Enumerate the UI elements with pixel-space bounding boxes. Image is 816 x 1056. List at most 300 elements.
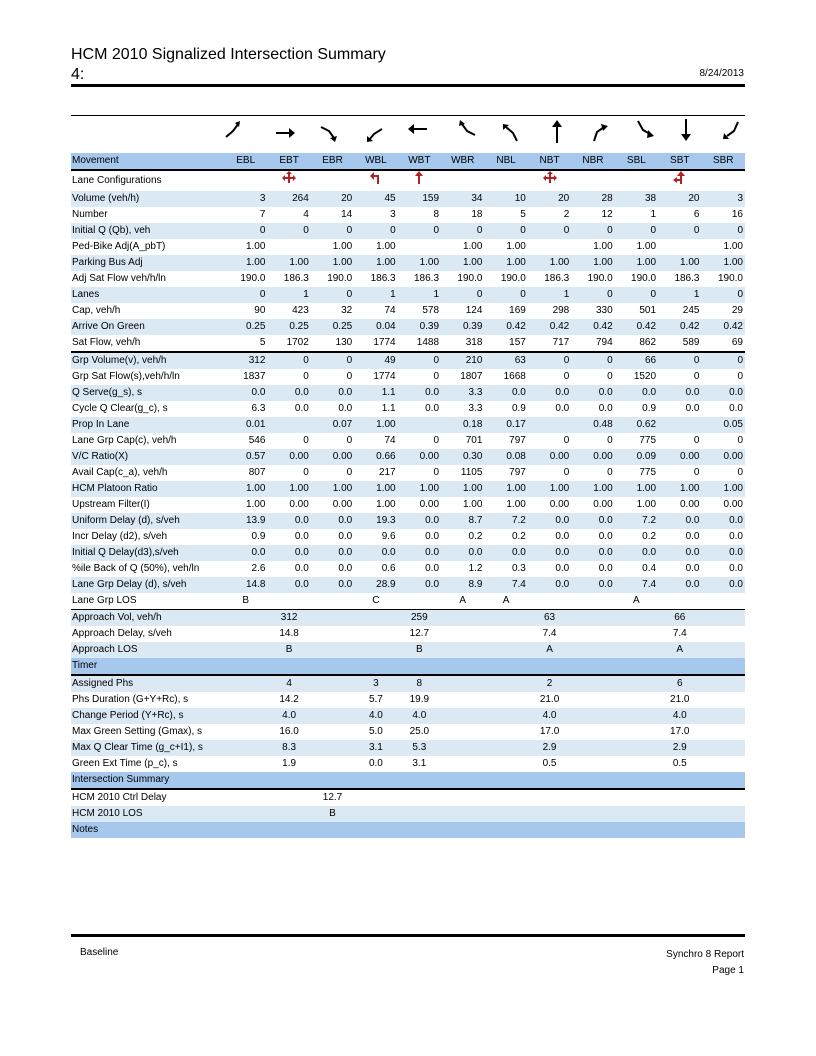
table-cell [224,708,267,724]
table-cell: 9.6 [381,531,396,542]
table-cell: 0 [398,352,441,369]
table-cell: 186.3 [674,273,700,284]
table-cell [701,642,745,658]
table-cell: 63 [528,610,571,627]
table-cell: 169 [509,305,526,316]
table-cell: 4.0 [528,708,571,724]
table-cell: 0 [346,435,353,446]
table-cell: 423 [292,305,309,316]
table-cell [484,610,527,627]
movement-arrows [71,117,745,151]
table-cell: 1.00 [354,481,397,497]
table-cell [701,610,745,627]
table-cell: 12 [601,209,613,220]
table-cell [701,806,745,822]
column-header: EBR [311,153,354,170]
table-cell: 318 [441,335,484,352]
table-cell: 0 [484,287,527,303]
table-cell: 0.66 [354,449,397,465]
table-cell: 2 [563,209,570,220]
table-cell: 0 [484,223,527,239]
table-cell: 0.0 [398,513,441,529]
table-cell: 1.00 [332,241,353,252]
table-cell: 2.6 [251,563,266,574]
table-cell: 1.00 [723,241,743,252]
table-cell: 0.3 [511,563,526,574]
table-cell: 794 [571,335,614,352]
table-cell: C [372,595,380,606]
table-cell [224,692,267,708]
table-cell: 45 [354,191,397,207]
table-cell: 0 [528,352,571,369]
table-row [71,385,745,401]
table-cell: 2.9 [658,740,701,756]
table-cell: 1.9 [282,758,297,769]
table-cell: 0 [354,223,397,239]
table-cell [484,756,527,772]
table-row [71,352,745,369]
table-cell: 775 [639,435,657,446]
table-cell: 0 [658,352,701,369]
table-cell [441,772,484,789]
table-cell: 0.5 [672,758,687,769]
table-cell: 0.0 [338,531,353,542]
table-cell: 0.0 [338,563,353,574]
table-cell: 1.1 [381,403,396,414]
table-cell: 3 [354,675,397,692]
table-row [71,497,745,513]
table-cell: 0 [224,223,267,239]
table-cell: 0.01 [224,417,267,433]
table-cell: 0.0 [685,531,700,542]
row-label: Lane Grp Delay (d), s/veh [71,577,224,593]
table-cell: B [398,642,441,658]
table-cell [267,593,310,610]
row-label: Initial Q Delay(d3),s/veh [71,545,224,561]
table-row [71,481,745,497]
lane-config-cell [441,170,484,191]
table-cell [311,675,354,692]
table-cell: 0.25 [311,319,354,335]
table-cell: 0.0 [701,513,745,529]
column-header: SBT [658,153,701,170]
table-cell: 32 [341,305,353,316]
table-cell: 0 [303,435,309,446]
table-cell: 2 [528,675,571,692]
table-cell [615,789,658,806]
table-cell: 1.00 [615,255,658,271]
table-cell [398,806,441,822]
footer-scenario: Baseline [80,947,119,958]
table-cell: 0.9 [251,531,266,542]
column-header: NBR [571,153,614,170]
row-label: Approach Vol, veh/h [71,610,224,627]
table-cell: 0.0 [555,403,570,414]
table-cell [658,417,701,433]
table-cell [658,822,701,838]
column-header: NBL [484,153,527,170]
table-cell: 1.00 [528,255,571,271]
table-cell [571,756,614,772]
row-label: Initial Q (Qb), veh [71,223,224,239]
row-label: Ped-Bike Adj(A_pbT) [72,241,166,252]
table-cell: 1520 [633,371,657,382]
table-cell: 0 [607,435,613,446]
row-label: HCM Platoon Ratio [71,481,224,497]
table-cell: 1837 [243,371,266,382]
lane-config-cell [311,170,354,191]
table-cell: 0.0 [615,385,658,401]
row-label: HCM 2010 LOS [71,806,224,822]
table-cell: 0 [441,287,484,303]
table-cell [484,658,527,675]
table-cell: 8.9 [441,577,484,593]
table-cell: 0.0 [224,385,267,401]
table-cell: 8.7 [441,513,484,529]
table-cell: 1.00 [462,241,483,252]
column-header: EBL [224,153,267,170]
table-cell: 63 [484,352,527,369]
table-cell [484,675,527,692]
table-cell: 3 [390,209,396,220]
summary-row [71,806,745,822]
table-row [71,287,745,303]
table-cell: 1.00 [267,481,310,497]
wbr-arrow-icon [455,117,477,145]
table-cell: 7.4 [542,628,557,639]
table-cell: 0.00 [528,449,571,465]
row-label: Arrive On Green [71,319,224,335]
approach-row [71,626,745,642]
table-cell [528,417,571,433]
lane-thru-icon [412,171,426,185]
table-cell: 1 [658,287,701,303]
row-label: Incr Delay (d2), s/veh [72,531,168,542]
table-cell [484,626,527,642]
table-cell [615,806,658,822]
table-cell: 6.3 [251,403,266,414]
table-cell: B [267,642,310,658]
table-cell: 0 [346,371,353,382]
lane-config-cell [615,170,658,191]
table-cell: 66 [658,610,701,627]
table-row [71,561,745,577]
table-cell: 0.2 [511,531,526,542]
table-cell [267,239,310,255]
table-cell [701,708,745,724]
table-cell: 0.0 [425,403,440,414]
table-cell [571,692,614,708]
thin-rule [71,115,745,116]
table-cell: 14.8 [279,628,299,639]
table-cell: 0.25 [267,319,310,335]
table-cell [701,658,745,675]
table-cell: 66 [615,352,658,369]
table-cell: 0 [433,371,440,382]
table-cell: 0 [267,223,310,239]
table-cell: 0 [615,223,658,239]
table-cell: 20 [311,191,354,207]
table-cell: 12.7 [409,628,430,639]
table-cell [484,806,527,822]
table-cell: 0.00 [398,449,441,465]
table-cell: 25.0 [409,726,430,737]
table-cell: 312 [224,352,267,369]
table-cell: 1.00 [658,255,701,271]
table-cell: 1.00 [571,481,614,497]
footer-report [666,947,744,979]
row-label: Volume (veh/h) [71,191,224,207]
table-cell: 190.0 [717,273,743,284]
table-cell [267,806,310,822]
table-cell: 0.00 [311,449,354,465]
table-cell: 5 [224,335,267,352]
table-cell [267,789,310,806]
table-cell: 4.0 [398,708,441,724]
table-cell: 0 [701,287,745,303]
table-cell [441,610,484,627]
column-header: WBR [441,153,484,170]
table-cell [441,756,484,772]
table-cell: 0.0 [571,385,614,401]
table-cell: 7.4 [484,577,527,593]
table-cell: 1105 [460,467,483,478]
table-cell [311,708,354,724]
table-cell: 7.4 [615,577,658,593]
table-cell: 0.0 [294,403,309,414]
table-cell: 0.00 [658,449,701,465]
table-cell [354,772,397,789]
table-cell: 0.39 [398,319,441,335]
lane-config-row [71,170,745,191]
table-cell: 20 [658,191,701,207]
table-cell: 190.0 [587,273,613,284]
table-cell [528,239,571,255]
table-cell: 0.0 [267,385,310,401]
table-cell [571,626,614,642]
table-cell: 0.0 [368,758,383,769]
table-cell [484,692,527,708]
table-cell: 1.00 [701,481,745,497]
table-cell: 190.0 [240,273,266,284]
lane-config-cell [224,170,267,191]
table-cell [441,822,484,838]
sbl-arrow-icon [634,117,656,145]
table-cell: 0 [563,371,570,382]
table-cell: 1.00 [311,481,354,497]
table-cell: 0.0 [338,403,353,414]
table-cell: 1.1 [354,385,397,401]
table-cell: 1.00 [701,255,745,271]
table-cell: 0.25 [224,319,267,335]
table-cell [224,610,267,627]
table-cell: 0 [701,223,745,239]
column-header: EBT [267,153,310,170]
table-cell: 1.00 [636,241,657,252]
table-cell [441,724,484,740]
table-cell: 0 [398,223,441,239]
row-label: Uniform Delay (d), s/veh [71,513,224,529]
column-header: NBT [528,153,571,170]
table-row [71,255,745,271]
table-cell: 12.7 [322,792,343,803]
table-cell: 0.0 [398,385,441,401]
row-label: Upstream Filter(I) [72,499,150,510]
table-cell: 1.00 [441,255,484,271]
table-cell [224,626,267,642]
table-cell [441,806,484,822]
table-cell [354,789,397,806]
table-cell [615,724,658,740]
table-cell: 0 [441,223,484,239]
table-cell [571,806,614,822]
table-cell [398,239,441,255]
table-cell: 159 [398,191,441,207]
table-cell: 0.05 [701,417,745,433]
table-cell [224,675,267,692]
table-cell [701,675,745,692]
table-cell: 1.00 [484,481,527,497]
table-cell [615,822,658,838]
table-cell [615,708,658,724]
table-cell [441,642,484,658]
table-cell: 0.0 [528,577,571,593]
row-label: Avail Cap(c_a), veh/h [72,467,168,478]
table-cell [571,642,614,658]
table-cell: 1 [398,287,441,303]
table-cell: 0.0 [528,385,571,401]
table-cell: 0.57 [224,449,267,465]
table-cell: 28.9 [354,577,397,593]
table-row [71,369,745,385]
table-cell: 1 [528,287,571,303]
table-cell: 0.18 [441,417,484,433]
table-cell [484,822,527,838]
table-cell [615,626,658,642]
table-cell: 0.6 [381,563,396,574]
table-cell: 0.00 [593,499,613,510]
table-cell [484,789,527,806]
table-cell: 3.3 [468,403,483,414]
lane-all-icon [543,171,557,185]
table-cell: 0 [737,467,743,478]
row-label: Max Green Setting (Gmax), s [72,726,203,737]
table-cell: 38 [615,191,658,207]
table-cell [571,740,614,756]
table-cell: 20 [528,191,571,207]
table-cell: 0.0 [701,545,745,561]
table-cell: 0.0 [685,563,700,574]
table-cell: A [459,595,467,606]
table-cell: 7 [259,209,266,220]
timer-row [71,692,745,708]
table-cell: 5 [520,209,526,220]
table-cell [571,593,614,610]
timer-header-row [71,658,745,675]
table-cell: 0 [737,435,743,446]
lane-config-cell [398,170,441,191]
table-cell: 1.00 [462,499,483,510]
table-cell: 797 [509,467,526,478]
table-cell: 3 [224,191,267,207]
table-cell: 14.8 [224,577,267,593]
table-cell: 0.0 [484,385,527,401]
table-cell: 0 [433,435,440,446]
table-cell: 0.42 [484,319,527,335]
table-cell: 0.0 [425,531,440,542]
table-cell: 0.0 [398,577,441,593]
table-cell: 0.0 [294,563,309,574]
lane-config-cell [354,170,397,191]
table-cell: 0.00 [267,449,310,465]
row-label: Adj Sat Flow veh/h/ln [72,273,166,284]
table-cell: 7.2 [615,513,658,529]
summary-table [71,153,745,838]
row-label: Movement [71,153,224,170]
table-cell: 1.00 [354,417,397,433]
table-cell: 0.00 [549,499,570,510]
table-cell [484,642,527,658]
table-cell: 1.00 [506,241,526,252]
timer-row [71,740,745,756]
table-cell [398,772,441,789]
row-label: Parking Bus Adj [71,255,224,271]
table-cell: 0.42 [571,319,614,335]
table-cell [571,675,614,692]
table-cell [311,724,354,740]
report-date: 8/24/2013 [699,68,744,79]
table-row [71,465,745,481]
table-cell: 0 [311,223,354,239]
table-cell [441,789,484,806]
table-cell: 0.0 [701,385,745,401]
row-label: Intersection Summary [71,772,224,789]
top-rule [71,84,745,87]
table-cell: 0.0 [555,531,570,542]
table-cell [615,642,658,658]
table-cell: 186.3 [370,273,396,284]
table-cell: 0.42 [528,319,571,335]
table-cell: 0.2 [468,531,483,542]
table-cell: 5.0 [368,726,383,737]
table-cell: 0 [571,352,614,369]
table-cell [701,789,745,806]
table-row [71,577,745,593]
table-cell: 0.0 [729,531,743,542]
table-cell: 0.0 [658,385,701,401]
table-cell: 0.00 [680,499,700,510]
row-label: Approach Delay, s/veh [72,628,172,639]
lane-config-cell [658,170,701,191]
row-label: Grp Sat Flow(s),veh/h/ln [72,371,180,382]
table-cell: 330 [595,305,613,316]
table-cell: 1 [354,287,397,303]
table-cell: 0.0 [311,577,354,593]
table-cell [701,692,745,708]
table-cell: 0.39 [441,319,484,335]
table-cell: 1.00 [267,255,310,271]
table-cell [701,772,745,789]
table-cell [354,610,397,627]
table-cell [658,239,701,255]
table-cell: 1.00 [636,499,657,510]
table-cell [311,642,354,658]
table-cell [528,593,571,610]
row-label: V/C Ratio(X) [71,449,224,465]
table-cell: 0 [737,371,743,382]
table-cell: 17.0 [670,726,690,737]
table-cell: 1774 [354,335,397,352]
